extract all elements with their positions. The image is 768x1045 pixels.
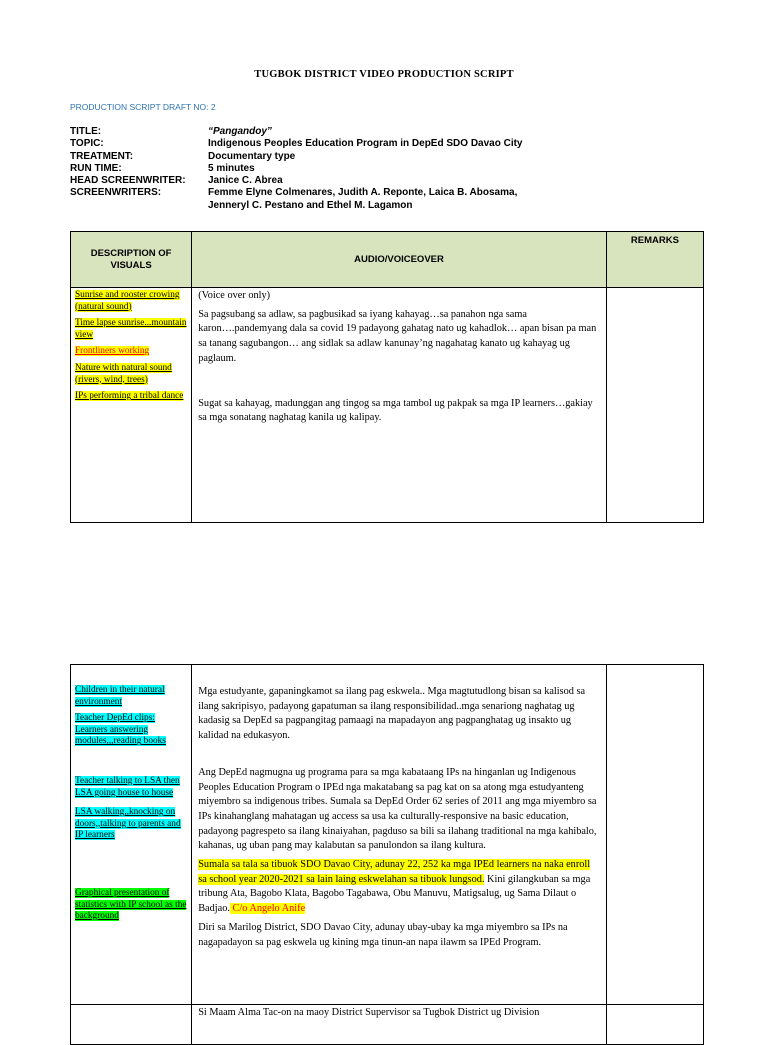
meta-treatment-label: TREATMENT: <box>70 150 134 162</box>
visual-item: IPs performing a tribal dance <box>75 391 184 402</box>
meta-head-label: HEAD SCREENWRITER: <box>70 175 186 187</box>
audio-paragraph: Sugat sa kahayag, madunggan ang tingog sa mga tambol ug pakpak sa mga IP learners…gakiay sa mga sonatang naghatag kanila ug kalipay. <box>198 397 593 424</box>
header-visuals-line-2: VISUALS <box>110 259 152 271</box>
visuals-cell <box>71 1005 192 1045</box>
visual-item: Children in their natural environment <box>75 685 165 707</box>
header-visuals-line-1: DESCRIPTION OF <box>90 247 172 259</box>
meta-writers-row <box>70 187 630 212</box>
meta-writers-line-2: Jenneryl C. Pestano and Ethel M. Lagamon <box>208 199 413 211</box>
meta-writers-value <box>208 187 630 212</box>
remarks-cell <box>606 665 703 1005</box>
header-visuals <box>71 232 192 288</box>
table-row <box>71 288 704 523</box>
visual-item: Teacher DepEd clips: Learners answering modules,,,reading books <box>75 713 166 747</box>
meta-head-row <box>70 175 630 187</box>
script-metadata <box>70 126 630 212</box>
meta-title-value: “Pangandoy” <box>208 126 272 137</box>
table-header-row <box>71 232 704 288</box>
visual-item: Sunrise and rooster crowing (natural sound) <box>75 290 180 312</box>
audio-paragraph: Mga estudyante, gapaningkamot sa ilang pag eskwela.. Mga magtutudlong bisan sa kalisod sa ilang sakripisyo, padayong gapatuman sa ilang responsibilidad..mga senariong naghatag ug kadasig sa DepEd sa pagpangitag pamaagi na mapadayon ang pagpanghatag ug insakto ug kalidad na edukasyon. <box>198 686 586 742</box>
audio-cell <box>192 1005 607 1045</box>
header-remarks: REMARKS <box>606 232 703 288</box>
audio-cell <box>192 665 607 1005</box>
meta-writers-label: SCREENWRITERS: <box>70 187 162 199</box>
visuals-cell <box>71 665 192 1005</box>
header-audio: AUDIO/VOICEOVER <box>192 232 607 288</box>
audio-text: Kini gilangkuban sa mga tribung Ata, Bagobo Klata, Bagobo Tagabawa, Obu Manuvu, Matigsalug, ug Sama Dilaut o Badjao. <box>198 873 591 915</box>
audio-paragraph: Diri sa Marilog District, SDO Davao City, adunay ubay-ubay ka mga miyembro sa IPs na nagapadayon sa pag eskwela ug kining mga tinun-an napa ilawm sa IPEd Program. <box>198 921 568 948</box>
meta-runtime-label: RUN TIME: <box>70 162 122 174</box>
visual-item: Frontliners working <box>75 346 150 357</box>
visual-item: LSA walking,,knocking on doors,,talking to parents and IP learners <box>75 807 181 841</box>
meta-treatment-value: Documentary type <box>208 150 296 162</box>
audio-paragraph: Ang DepEd nagmugna ug programa para sa mga kabataang IPs na hinganlan ug Indigenous Peoples Education Program o IPEd nga makatabang sa pag kat on sa atong mga estudyanteng miyembro sa indigenous tribes. Sumala sa DepEd Order 62 series of 2011 ang mga miyembro sa IPs kinahanglang mahatagan ug access sa usa ka culturally-responsive na basic education, padayong pagrespeto sa ilang kinaiyahan, pagduso sa bili sa ilahang traditional na mga kahibalo, kahanas, ug uban pang may kalabutan sa panulondon sa ilang kultura. <box>198 766 597 852</box>
draft-label: PRODUCTION SCRIPT DRAFT NO: 2 <box>70 102 216 112</box>
audio-highlight: Sumala sa tala sa tibuok SDO Davao City, adunay 22, 252 ka mga IPEd learners na naka enroll sa school year 2020-2021 sa lain laing eskwelahan sa tibuok lungsod. <box>198 859 591 885</box>
meta-topic-row <box>70 138 630 150</box>
visuals-cell <box>71 288 192 523</box>
audio-credit: C/o Angelo Anife <box>229 903 306 915</box>
meta-topic-label: TOPIC: <box>70 138 104 150</box>
meta-title-row <box>70 126 630 138</box>
visual-item: Graphical presentation of statistics with IP school as the background <box>75 887 187 922</box>
meta-title-label: TITLE: <box>70 126 102 137</box>
table-row <box>71 1005 704 1045</box>
visual-item: Nature with natural sound (rivers, wind, trees) <box>75 362 172 385</box>
visual-item: Teacher talking to LSA then LSA going house to house <box>75 775 180 798</box>
audio-paragraph: (Voice over only) <box>198 290 271 301</box>
meta-writers-line-1: Femme Elyne Colmenares, Judith A. Reponte, Laica B. Abosama, <box>208 187 518 199</box>
meta-treatment-row <box>70 151 630 163</box>
visual-item: Time lapse sunrise...mountain view <box>75 318 187 340</box>
script-table-2 <box>70 664 704 1045</box>
meta-runtime-value: 5 minutes <box>208 162 255 174</box>
remarks-cell <box>606 1005 703 1045</box>
table-row <box>71 665 704 1005</box>
document-title: TUGBOK DISTRICT VIDEO PRODUCTION SCRIPT <box>254 69 514 80</box>
script-table-1 <box>70 231 704 523</box>
meta-head-value: Janice C. Abrea <box>208 175 283 187</box>
audio-paragraph: Si Maam Alma Tac-on na maoy District Supervisor sa Tugbok District ug Division <box>198 1007 540 1018</box>
meta-runtime-row <box>70 163 630 175</box>
audio-paragraph: Sa pagsubang sa adlaw, sa pagbusikad sa iyang kahayag…sa panahon nga sama karon….pandemyang dala sa covid 19 padayong gahatag nato ug kahadlok… apan bisan pa man sa tanang sagubangon… ang sidlak sa adlaw kanunay’ng nagahatag kanato ug kahayag ug paglaum. <box>198 308 597 364</box>
remarks-cell <box>606 288 703 523</box>
audio-cell <box>192 288 607 523</box>
meta-topic-value: Indigenous Peoples Education Program in DepEd SDO Davao City <box>208 138 523 150</box>
audio-paragraph <box>198 858 600 917</box>
